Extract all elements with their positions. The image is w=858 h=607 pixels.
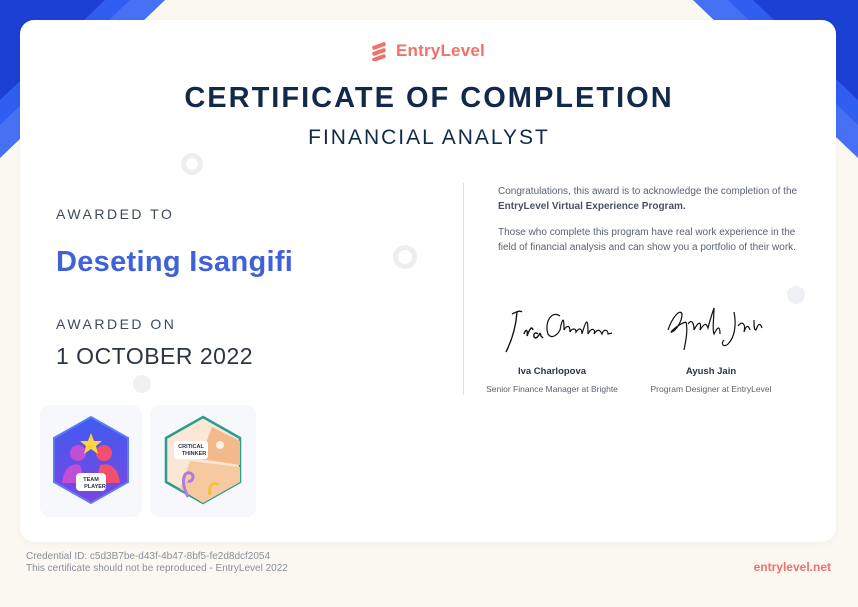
website-link[interactable]: entrylevel.net [753, 560, 831, 574]
reproduction-notice: This certificate should not be reproduced - EntryLevel 2022 [26, 563, 288, 574]
decorative-dot [787, 286, 805, 304]
description-paragraph-2: Those who complete this program have real work experience in the field of financial analysis and can show you a portfolio of their work. [498, 227, 796, 253]
entrylevel-logo-icon [370, 41, 390, 61]
description-paragraph-1: Congratulations, this award is to acknowledge the completion of the EntryLevel Virtual Experience Program. [498, 186, 798, 212]
decorative-ring [181, 153, 203, 175]
signatory-name: Ayush Jain [685, 366, 737, 377]
signatory-name: Iva Charlopova [517, 366, 587, 377]
badge-label: TEAM [83, 477, 99, 483]
badge-card [150, 405, 256, 517]
awarded-on-label: AWARDED ON [56, 316, 177, 332]
credential-id: Credential ID: c5d3B7be-d43f-4b47-8bf5-fe2d8dcf2054 [26, 551, 271, 562]
signatory-role: Program Designer at EntryLevel [650, 384, 772, 394]
decorative-ring [393, 245, 417, 269]
badge-label: CRITICAL [178, 444, 204, 450]
footer-credential [26, 551, 288, 575]
decorative-dot [133, 375, 151, 393]
brand-logo [370, 39, 485, 63]
signatory-role: Senior Finance Manager at Brighte [486, 384, 618, 394]
signature-iva-charlopova [500, 300, 618, 358]
badge-label: PLAYER [84, 484, 106, 490]
awarded-to-label: AWARDED TO [56, 206, 175, 222]
certificate-title: CERTIFICATE OF COMPLETION [184, 82, 674, 114]
recipient-name: Deseting Isangifi [56, 246, 294, 278]
award-date: 1 OCTOBER 2022 [56, 343, 254, 369]
team-player-badge-icon [40, 405, 142, 517]
program-name: FINANCIAL ANALYST [308, 126, 550, 149]
vertical-divider [463, 183, 464, 395]
critical-thinker-badge-icon [150, 405, 256, 517]
badge-label: THINKER [181, 451, 207, 457]
brand-name: EntryLevel [396, 41, 485, 60]
badge-card [40, 405, 142, 517]
signature-ayush-jain [658, 300, 764, 358]
